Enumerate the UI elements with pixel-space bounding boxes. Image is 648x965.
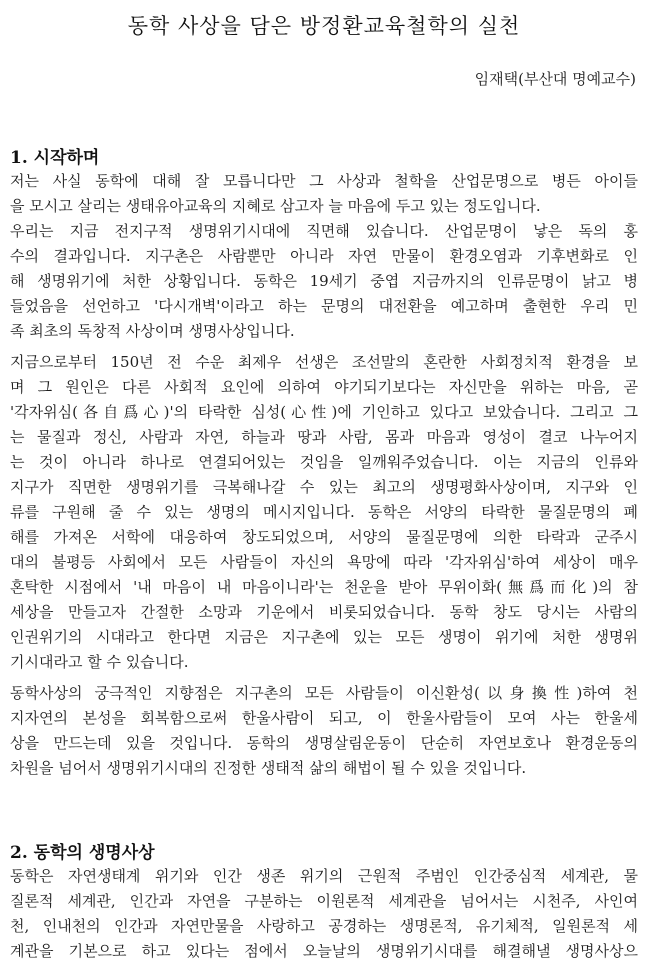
paragraph-line: 질론적 세계관, 인간과 자연을 구분하는 이원론적 세계관을 넘어서는 시천주, 사인여 <box>10 892 638 910</box>
paragraph-line: 기시대라고 할 수 있습니다. <box>10 653 189 671</box>
paragraph-line: 혼탁한 시점에서 '내 마음이 내 마음이니라'는 천운을 받아 무위이화(無爲而化)의 참 <box>10 578 638 596</box>
document-author: 임재택(부산대 명예교수) <box>474 70 636 88</box>
paragraph-line: 류를 구원해 줄 수 있는 생명의 메시지입니다. 동학은 서양의 타락한 물질문명의 폐 <box>10 503 638 521</box>
paragraph-line: 동학은 자연생태계 위기와 인간 생존 위기의 근원적 주범인 인간중심적 세계관, 물 <box>10 867 638 885</box>
paragraph-line: 족 최초의 독창적 사상이며 생명사상입니다. <box>10 322 295 340</box>
paragraph-line: 는 것이 아니라 하나로 연결되어있는 것임을 일깨워주었습니다. 이는 지금의 인류와 <box>10 453 638 471</box>
paragraph-line: 세상을 만들고자 간절한 소망과 기운에서 비롯되었습니다. 동학 창도 당시는 사람의 <box>10 603 638 621</box>
paragraph-line: 해 생명위기에 처한 상황입니다. 동학은 19세기 중엽 지금까지의 인류문명이 낡고 병 <box>10 272 638 290</box>
paragraph-line: 지금으로부터 150년 전 수운 최제우 선생은 조선말의 혼란한 사회정치적 환경을 보 <box>10 353 638 371</box>
paragraph-line: 수의 결과입니다. 지구촌은 사람뿐만 아니라 자연 만물이 환경오염과 기후변화로 인 <box>10 247 638 265</box>
document-title: 동학 사상을 담은 방정환교육철학의 실천 <box>127 14 521 38</box>
paragraph-line: 며 그 원인은 다른 사회적 요인에 의하여 야기되기보다는 자신만을 위하는 마음, 곧 <box>10 378 638 396</box>
paragraph-line: 지자연의 본성을 회복함으로써 한울사람이 되고, 이 한울사람들이 모여 사는 한울세 <box>10 709 638 727</box>
paragraph-line: 인권위기의 시대라고 한다면 지금은 지구촌에 있는 모든 생명이 위기에 처한 생명위 <box>10 628 638 646</box>
paragraph-line: 지구가 직면한 생명위기를 극복해나갈 수 있는 최고의 생명평화사상이며, 지구와 인 <box>10 478 638 496</box>
paragraph-line: 해를 가져온 서학에 대응하여 창도되었으며, 서양의 물질문명에 의한 타락과 군주시 <box>10 528 638 546</box>
paragraph-line: 우리는 지금 전지구적 생명위기시대에 직면해 있습니다. 산업문명이 낳은 독의 홍 <box>10 222 638 240</box>
paragraph-line: '각자위심(各自爲心)'의 타락한 심성(心性)에 기인하고 있다고 보았습니다. 그리고 그 <box>10 403 638 421</box>
paragraph-line: 상을 만드는데 있을 것입니다. 동학의 생명살림운동이 단순히 자연보호나 환경운동의 <box>10 734 638 752</box>
paragraph-line: 동학사상의 궁극적인 지향점은 지구촌의 모든 사람들이 이신환성(以身換性)하여 천 <box>10 684 638 702</box>
paragraph-line: 는 물질과 정신, 사람과 자연, 하늘과 땅과 사람, 몸과 마음과 영성이 결코 나누어지 <box>10 428 638 446</box>
paragraph-line: 을 모시고 살리는 생태유아교육의 지혜로 삼고자 늘 마음에 두고 있는 정도입니다. <box>10 197 541 215</box>
section-heading: 2. 동학의 생명사상 <box>10 843 155 863</box>
section-heading: 1. 시작하며 <box>10 148 100 168</box>
paragraph-line: 들었음을 선언하고 '다시개벽'이라고 하는 문명의 대전환을 예고하며 출현한 우리 민 <box>10 297 638 315</box>
paragraph-line: 저는 사실 동학에 대해 잘 모릅니다만 그 사상과 철학을 산업문명으로 병든 아이들 <box>10 172 638 190</box>
paragraph-line: 계관을 기본으로 하고 있다는 점에서 오늘날의 생명위기시대를 해결해낼 생명사상으 <box>10 942 638 960</box>
paragraph-line: 천, 인내천의 인간과 자연만물을 사랑하고 공경하는 생명론적, 유기체적, 일원론적 세 <box>10 917 638 935</box>
paragraph-line: 대의 불평등 사회에서 모든 사람들이 자신의 욕망에 따라 '각자위심'하여 세상이 매우 <box>10 553 638 571</box>
paragraph-line: 차원을 넘어서 생명위기시대의 진정한 생태적 삶의 해법이 될 수 있을 것입니다. <box>10 759 527 777</box>
